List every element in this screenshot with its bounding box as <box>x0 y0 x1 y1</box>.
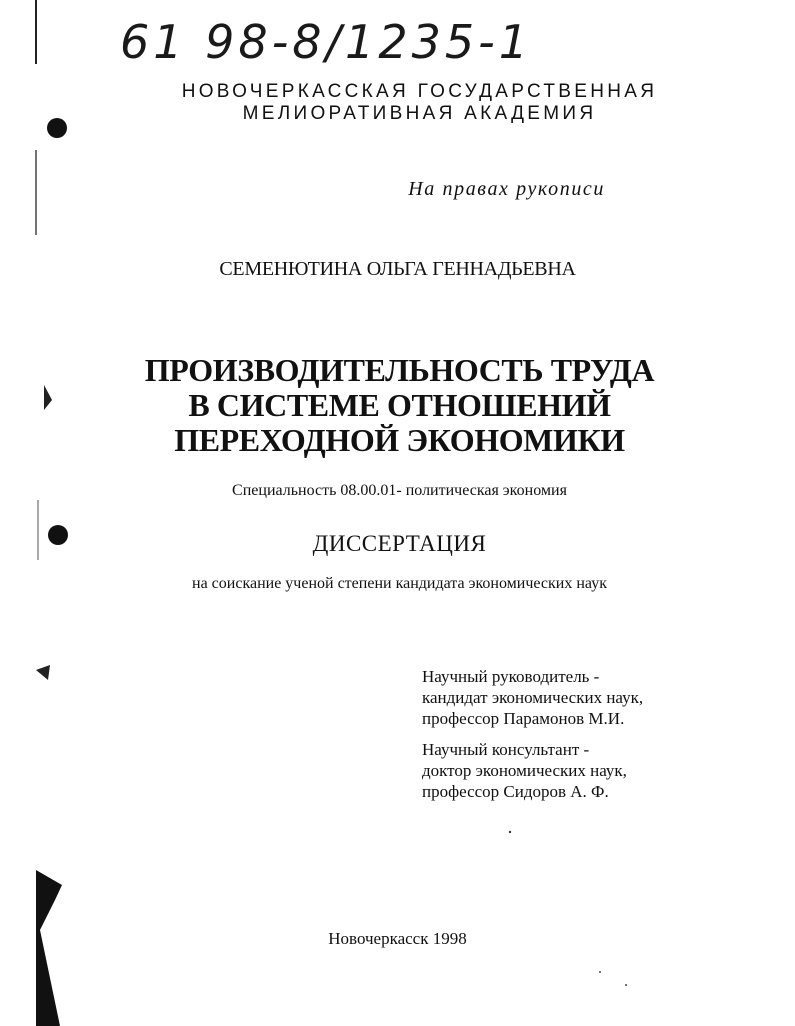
title-line-2: В СИСТЕМЕ ОТНОШЕНИЙ <box>188 387 611 423</box>
supervisor-name: профессор Парамонов М.И. <box>422 709 625 728</box>
author-name: СЕМЕНЮТИНА ОЛЬГА ГЕННАДЬЕВНА <box>219 258 576 280</box>
specialty: Специальность 08.00.01- политическая экономия <box>232 482 567 499</box>
edge-mark-2 <box>36 665 50 680</box>
speck-1 <box>509 831 511 833</box>
institution-line-2: МЕЛИОРАТИВНАЯ АКАДЕМИЯ <box>242 103 597 124</box>
speck-2 <box>599 971 601 973</box>
institution-line-1: НОВОЧЕРКАССКАЯ ГОСУДАРСТВЕННАЯ <box>181 81 658 102</box>
handwritten-registry-code: 61 98-8/1235-1 <box>120 15 532 69</box>
document-type: ДИССЕРТАЦИЯ <box>312 531 487 556</box>
consultant-block <box>422 739 627 802</box>
rights-note: На правах рукописи <box>408 178 605 200</box>
supervisor-block <box>422 666 643 729</box>
consultant-degree: доктор экономических наук, <box>422 761 627 780</box>
consultant-role: Научный консультант - <box>422 740 590 759</box>
title-line-3: ПЕРЕХОДНОЙ ЭКОНОМИКИ <box>174 422 625 458</box>
degree-statement: на соискание ученой степени кандидата экономических наук <box>192 575 607 592</box>
consultant-name: профессор Сидоров А. Ф. <box>422 782 609 801</box>
supervisor-degree: кандидат экономических наук, <box>422 688 644 707</box>
speck-3 <box>625 984 627 986</box>
title-line-1: ПРОИЗВОДИТЕЛЬНОСТЬ ТРУДА <box>144 352 655 388</box>
city-year: Новочеркасск 1998 <box>328 929 467 948</box>
supervisor-role: Научный руководитель - <box>422 667 600 686</box>
